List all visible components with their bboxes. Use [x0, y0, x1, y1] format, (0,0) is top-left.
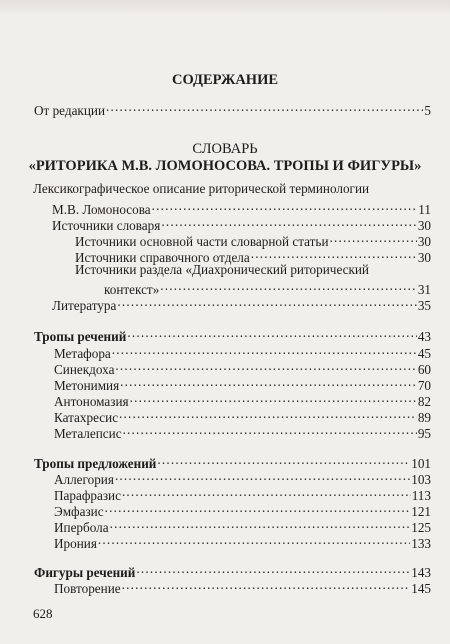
- dot-leader: [122, 577, 411, 593]
- section-title-dictionary: СЛОВАРЬ: [192, 141, 258, 157]
- toc-entry-page: 113: [411, 488, 431, 503]
- toc-entry-page: 82: [417, 394, 431, 409]
- dot-leader: [105, 500, 411, 516]
- toc-entry-page: 101: [411, 456, 431, 471]
- toc-entry[interactable]: [54, 422, 431, 442]
- dot-leader: [136, 561, 410, 577]
- toc-entry-label: Эмфазис: [54, 504, 104, 519]
- toc-entry-page: 30: [417, 250, 431, 265]
- dot-leader: [251, 246, 417, 262]
- dot-leader: [119, 406, 417, 422]
- dot-leader: [127, 325, 416, 341]
- toc-section-label: Фигуры речений: [34, 565, 136, 580]
- toc-entry-page: 89: [417, 410, 431, 425]
- section-title-rhetoric: «РИТОРИКА М.В. ЛОМОНОСОВА. ТРОПЫ И ФИГУРЫ»: [28, 158, 422, 174]
- page-shadow: [0, 0, 450, 16]
- toc-entry-page: 43: [417, 329, 431, 344]
- toc-entry-page: 35: [417, 298, 431, 313]
- page-number: 628: [33, 606, 53, 621]
- dot-leader: [115, 468, 410, 484]
- toc-entry-page: 31: [417, 282, 431, 297]
- toc-entry-label: Ирония: [54, 536, 97, 551]
- dot-leader: [130, 390, 417, 406]
- toc-entry-page: 30: [417, 218, 431, 233]
- toc-entry-page: 143: [411, 565, 431, 580]
- toc-entry-label: Металепсис: [54, 426, 122, 441]
- toc-entry-page: 70: [417, 378, 431, 393]
- toc-entry-label: Источники словаря: [52, 218, 161, 233]
- toc-entry[interactable]: [54, 577, 431, 597]
- toc-section-label: Тропы речений: [34, 329, 127, 344]
- toc-entry[interactable]: [54, 532, 431, 552]
- dot-leader: [120, 374, 417, 390]
- toc-entry-page: 121: [411, 504, 431, 519]
- dot-leader: [160, 278, 417, 294]
- toc-entry-label: Метафора: [54, 346, 111, 361]
- toc-entry-page: 95: [417, 426, 431, 441]
- toc-entry-page: 11: [418, 202, 431, 217]
- toc-entry-label: Литература: [52, 298, 117, 313]
- toc-entry-label: М.В. Ломоносова: [52, 202, 151, 217]
- toc-entry-label: контекст»: [104, 282, 160, 297]
- toc-entry-page: 133: [411, 536, 431, 551]
- toc-entry-label: Иперболa: [54, 520, 109, 535]
- dot-leader: [117, 294, 416, 310]
- dot-leader: [98, 532, 410, 548]
- toc-entry-page: 30: [417, 234, 431, 249]
- dot-leader: [157, 452, 410, 468]
- dot-leader: [110, 516, 411, 532]
- toc-entry-label: Катахресис: [54, 410, 119, 425]
- toc-section-label: Тропы предложений: [34, 456, 157, 471]
- toc-entry-page: 5: [424, 103, 431, 118]
- dot-leader: [161, 214, 416, 230]
- dot-leader: [112, 342, 417, 358]
- toc-entry-label: Синекдоха: [54, 362, 115, 377]
- toc-entry-label: Источники основной части словарной статьи: [75, 234, 329, 249]
- toc-entry-label: Источники справочного отдела: [75, 250, 250, 265]
- toc-entry-label: От редакции: [34, 103, 105, 118]
- toc-entry-intro[interactable]: [34, 99, 431, 119]
- toc-heading-lexicographic: Лексикографическое описание риторической терминологии: [33, 181, 370, 196]
- toc-entry-page: 60: [417, 362, 431, 377]
- toc-entry-label: Аллегория: [54, 472, 114, 487]
- dot-leader: [330, 230, 417, 246]
- dot-leader: [122, 484, 411, 500]
- toc-entry-label[interactable]: Источники раздела «Диахронический риторический: [75, 262, 369, 277]
- toc-entry-page: 125: [411, 520, 431, 535]
- toc-entry-label: Антономазия: [54, 394, 129, 409]
- toc-entry-label: Парафразис: [54, 488, 121, 503]
- toc-entry[interactable]: [52, 294, 431, 314]
- dot-leader: [123, 422, 417, 438]
- toc-entry-page: 145: [411, 581, 431, 596]
- toc-entry-page: 103: [411, 472, 431, 487]
- toc-entry-page: 45: [417, 346, 431, 361]
- dot-leader: [106, 99, 423, 115]
- contents-title: СОДЕРЖАНИЕ: [171, 72, 279, 88]
- dot-leader: [152, 198, 418, 214]
- toc-entry-label: Повторение: [54, 581, 121, 596]
- dot-leader: [115, 358, 416, 374]
- toc-entry-label: Метонимия: [54, 378, 120, 393]
